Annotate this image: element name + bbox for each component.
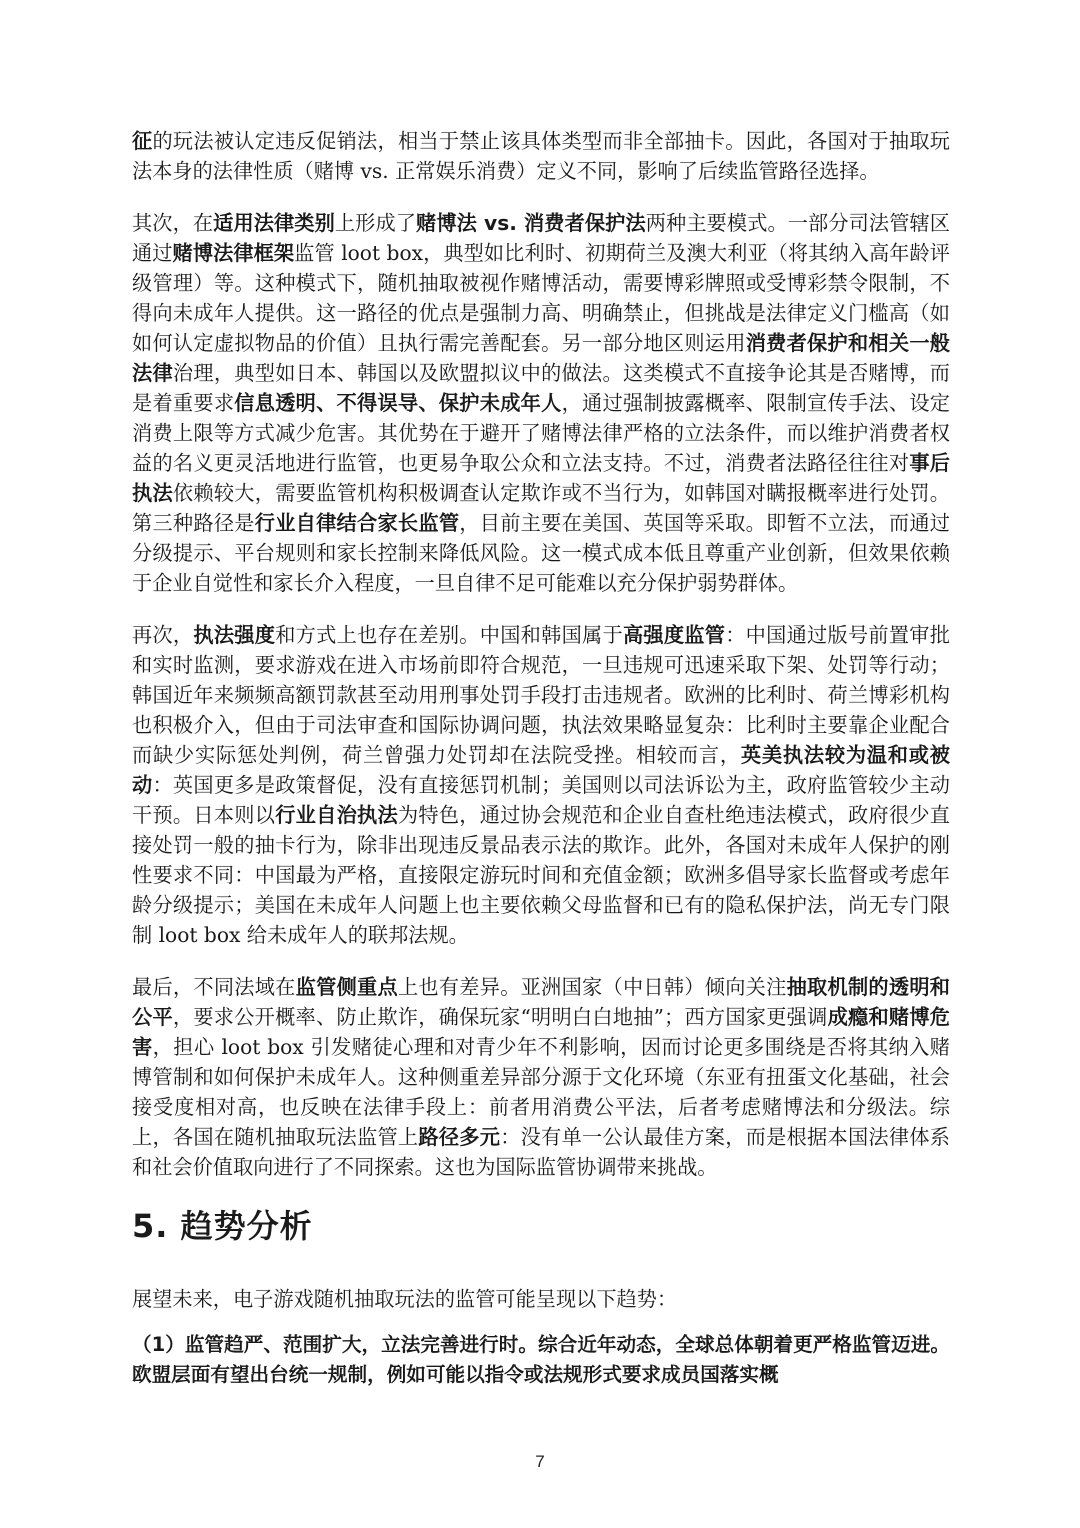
body-text: ：没有单一公认最佳方案，而是根据本国法律体系和社会价值取向进行了不同探索。这也为国际监管协调带来挑战。: [132, 1125, 950, 1179]
body-text: 治理，典型如日本、韩国以及欧盟拟议中的做法。这类模式不直接争论其是否赌博，而是着重要求: [132, 361, 950, 415]
paragraph-trend-1: （1）监管趋严、范围扩大，立法完善进行时。综合近年动态，全球总体朝着更严格监管迈进。欧盟层面有望出台统一规制，例如可能以指令或法规形式要求成员国落实概: [132, 1333, 950, 1386]
body-text: 再次，: [132, 623, 194, 647]
page-number: 7: [535, 1452, 545, 1471]
emphasis-text: 行业自治执法: [275, 803, 398, 827]
paragraph-legal-nature: [132, 126, 950, 186]
section-heading-trend-analysis: 5. 趋势分析: [132, 1207, 313, 1245]
paragraph-regulatory-focus: [132, 972, 950, 1182]
emphasis-text: 执法强度: [193, 623, 276, 647]
body-text: 依赖较大，需要监管机构积极调查认定欺诈或不当行为，如韩国对瞒报概率进行处罚。第三种路径是: [132, 481, 950, 535]
emphasis-text: 抽取机制的透明和公平: [132, 975, 950, 1029]
paragraph-trend-intro: 展望未来，电子游戏随机抽取玩法的监管可能呈现以下趋势：: [132, 1287, 678, 1311]
body-text: ，要求公开概率、防止欺诈，确保玩家“明明白白地抽”；西方国家更强调: [172, 1005, 828, 1029]
paragraph-law-categories: [132, 208, 950, 598]
emphasis-text: 赌博法 vs. 消费者保护法: [416, 211, 646, 235]
paragraph-enforcement-strength: [132, 620, 950, 950]
body-text: 其次，在: [132, 211, 214, 235]
body-text: 的玩法被认定违反促销法，相当于禁止该具体类型而非全部抽卡。因此，各国对于抽取玩法本身的法律性质（赌博 vs. 正常娱乐消费）定义不同，影响了后续监管路径选择。: [132, 129, 950, 183]
emphasis-text: 适用法律类别: [213, 211, 335, 235]
body-text: 两种主要模式。一部分司法管辖区通过: [132, 211, 950, 265]
body-text: ，担心 loot box 引发赌徒心理和对青少年不利影响，因而讨论更多围绕是否将其纳入赌博管制和如何保护未成年人。这种侧重差异部分源于文化环境（东亚有扭蛋文化基础，社会接受度相对高，也反映在法律手段上：前者用消费公平法，后者考虑赌博法和分级法。综上，各国在随机抽取玩法监管上: [132, 1035, 950, 1149]
body-text: 上也有差异。亚洲国家（中日韩）倾向关注: [397, 975, 787, 999]
body-text: 和方式上也存在差别。中国和韩国属于: [275, 623, 623, 647]
body-text: 上形成了: [334, 211, 417, 235]
emphasis-text: 消费者保护和相关一般法律: [132, 331, 950, 385]
body-text: ：英国更多是政策督促，没有直接惩罚机制；美国则以司法诉讼为主，政府监管较少主动干预。日本则以: [132, 773, 950, 827]
emphasis-text: 高强度监管: [622, 623, 726, 647]
emphasis-text: 行业自律结合家长监管: [254, 511, 460, 535]
emphasis-text: 征: [132, 129, 153, 153]
emphasis-text: 信息透明、不得误导、保护未成年人: [234, 391, 562, 415]
emphasis-text: 成瘾和赌博危害: [132, 1005, 950, 1059]
body-text: ：中国通过版号前置审批和实时监测，要求游戏在进入市场前即符合规范，一旦违规可迅速采取下架、处罚等行动；韩国近年来频频高额罚款甚至动用刑事处罚手段打击违规者。欧洲的比利时、荷兰博彩机构也积极介入，但由于司法审查和国际协调问题，执法效果略显复杂：比利时主要靠企业配合而缺少实际惩处判例，荷兰曾强力处罚却在法院受挫。相较而言，: [132, 623, 950, 767]
document-page: [132, 126, 950, 1390]
body-text: 为特色，通过协会规范和企业自查杜绝违法模式，政府很少直接处罚一般的抽卡行为，除非出现违反景品表示法的欺诈。此外，各国对未成年人保护的刚性要求不同：中国最为严格，直接限定游玩时间和充值金额；欧洲多倡导家长监督或考虑年龄分级提示；美国在未成年人问题上也主要依赖父母监督和已有的隐私保护法，尚无专门限制 loot box 给未成年人的联邦法规。: [132, 803, 950, 947]
emphasis-text: 赌博法律框架: [172, 241, 295, 265]
emphasis-text: 事后执法: [132, 451, 950, 505]
emphasis-text: 路径多元: [418, 1125, 501, 1149]
body-text: 最后，不同法域在: [132, 975, 296, 999]
emphasis-text: 监管侧重点: [295, 975, 398, 999]
body-text: ，目前主要在美国、英国等采取。即暂不立法，而通过分级提示、平台规则和家长控制来降低风险。这一模式成本低且尊重产业创新，但效果依赖于企业自觉性和家长介入程度，一旦自律不足可能难以充分保护弱势群体。: [132, 511, 950, 595]
emphasis-text: 英美执法较为温和或被动: [132, 743, 950, 797]
body-text: 监管 loot box，典型如比利时、初期荷兰及澳大利亚（将其纳入高年龄评级管理）等。这种模式下，随机抽取被视作赌博活动，需要博彩牌照或受博彩禁令限制，不得向未成年人提供。这一路径的优点是强制力高、明确禁止，但挑战是法律定义门槛高（如如何认定虚拟物品的价值）且执行需完善配套。另一部分地区则运用: [132, 241, 950, 355]
body-text: ，通过强制披露概率、限制宣传手法、设定消费上限等方式减少危害。其优势在于避开了赌博法律严格的立法条件，而以维护消费者权益的名义更灵活地进行监管，也更易争取公众和立法支持。不过，消费者法路径往往对: [132, 391, 950, 475]
